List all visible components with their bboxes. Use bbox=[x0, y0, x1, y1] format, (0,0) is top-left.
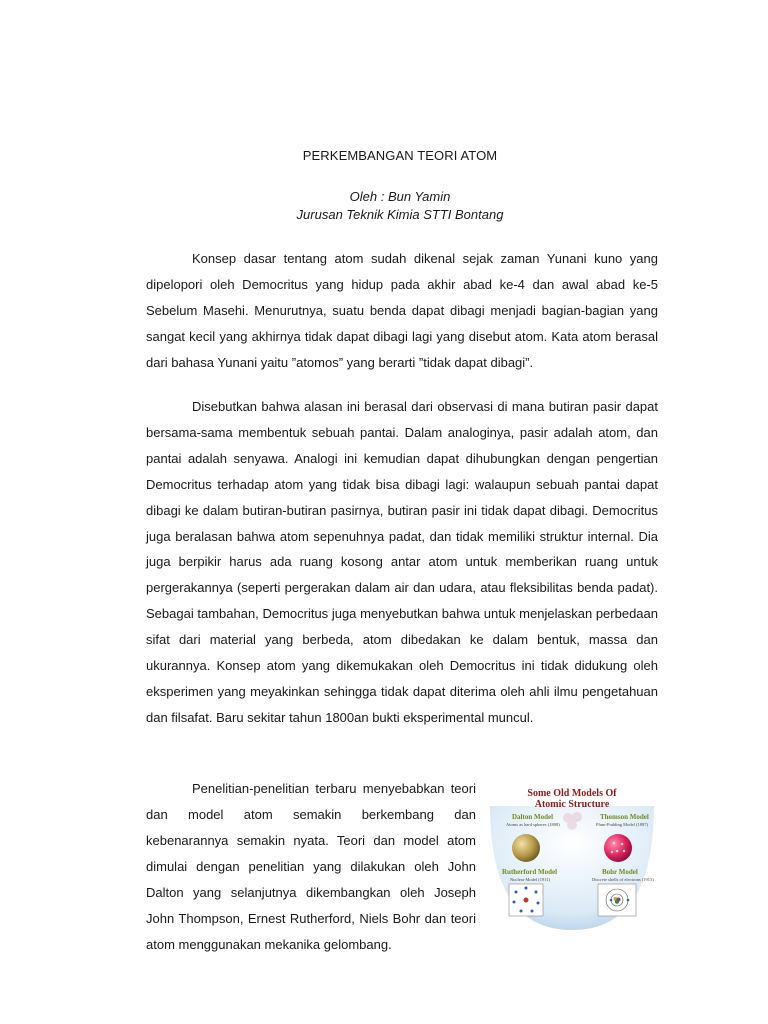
rutherford-label: Rutherford Model bbox=[502, 868, 558, 876]
paragraph-2: Disebutkan bahwa alasan ini berasal dari observasi di mana butiran pasir dapat bersama-sama membentuk sebuah pantai. Dalam analoginya, pasir adalah atom, dan pantai adalah senyawa. Analogi ini kemudian dapat dihubungkan dengan pengertian Democritus terhadap atom yang tidak bisa dibagi lagi: walaupun sebuah pantai dapat dibagi ke dalam butiran-butiran pasirnya, butiran pasir ini tidak dapat dibagi. Democritus juga beralasan bahwa atom sepenuhnya padat, dan tidak memiliki struktur internal. Dia juga berpikir harus ada ruang kosong antar atom untuk memberikan ruang untuk pergerakannya (seperti pergerakan dalam air dan udara, atau fleksibilitas benda padat). Sebagai tambahan, Democritus juga menyebutkan bahwa untuk menjelaskan perbedaan sifat dari material yang berbeda, atom dibedakan ke dalam bentuk, massa dan ukurannya. Konsep atom yang dikemukakan oleh Democritus ini tidak didukung oleh eksperimen yang meyakinkan sehingga tidak dapat diterima oleh ahli ilmu pengetahuan dan filsafat. Baru sekitar tahun 1800an bukti eksperimental muncul. bbox=[146, 399, 658, 725]
bohr-caption: Discrete shells of electrons (1913) bbox=[592, 877, 654, 882]
bohr-electron bbox=[610, 899, 613, 902]
document-title: PERKEMBANGAN TEORI ATOM bbox=[302, 148, 498, 163]
affiliation-line: Jurusan Teknik Kimia STTI Bontang bbox=[296, 207, 504, 222]
rutherford-nucleus bbox=[524, 898, 529, 903]
byline bbox=[0, 188, 768, 224]
figure-title bbox=[486, 788, 658, 810]
dalton-label: Dalton Model bbox=[512, 813, 554, 821]
rutherford-caption: Nuclear Model (1911) bbox=[510, 877, 551, 882]
bohr-label: Bohr Model bbox=[602, 868, 638, 876]
thomson-label: Thomson Model bbox=[600, 813, 649, 821]
paragraph-3: Penelitian-penelitian terbaru menyebabkan teori dan model atom semakin berkembang dan kebenarannya semakin nyata. Teori dan model atom dimulai dengan penelitian yang dilakukan oleh John Dalton yang selanjutnya dikembangkan oleh Joseph John Thompson, Ernest Rutherford, Niels Bohr dan teori atom menggunakan mekanika gelombang. bbox=[146, 781, 476, 952]
figure-title-line-2: Atomic Structure bbox=[534, 799, 610, 810]
atomic-models-figure bbox=[486, 780, 658, 930]
thomson-caption: Plum-Pudding Model (1897) bbox=[596, 822, 649, 827]
dalton-caption: Atoms as hard spheres (1808) bbox=[506, 822, 560, 827]
author-line: Oleh : Bun Yamin bbox=[349, 189, 451, 204]
bohr-electron bbox=[627, 899, 630, 902]
figure-title-line-1: Some Old Models Of bbox=[527, 788, 617, 799]
thomson-sphere bbox=[604, 834, 632, 862]
dalton-sphere bbox=[512, 834, 540, 862]
paragraph-1: Konsep dasar tentang atom sudah dikenal sejak zaman Yunani kuno yang dipelopori oleh Democritus yang hidup pada akhir abad ke-4 dan awal abad ke-5 Sebelum Masehi. Menurutnya, suatu benda dapat dibagi menjadi bagian-bagian yang sangat kecil yang akhirnya tidak dapat dibagi lagi yang disebut atom. Kata atom berasal dari bahasa Yunani yaitu ”atomos” yang berarti ”tidak dapat dibagi”. bbox=[146, 251, 658, 370]
